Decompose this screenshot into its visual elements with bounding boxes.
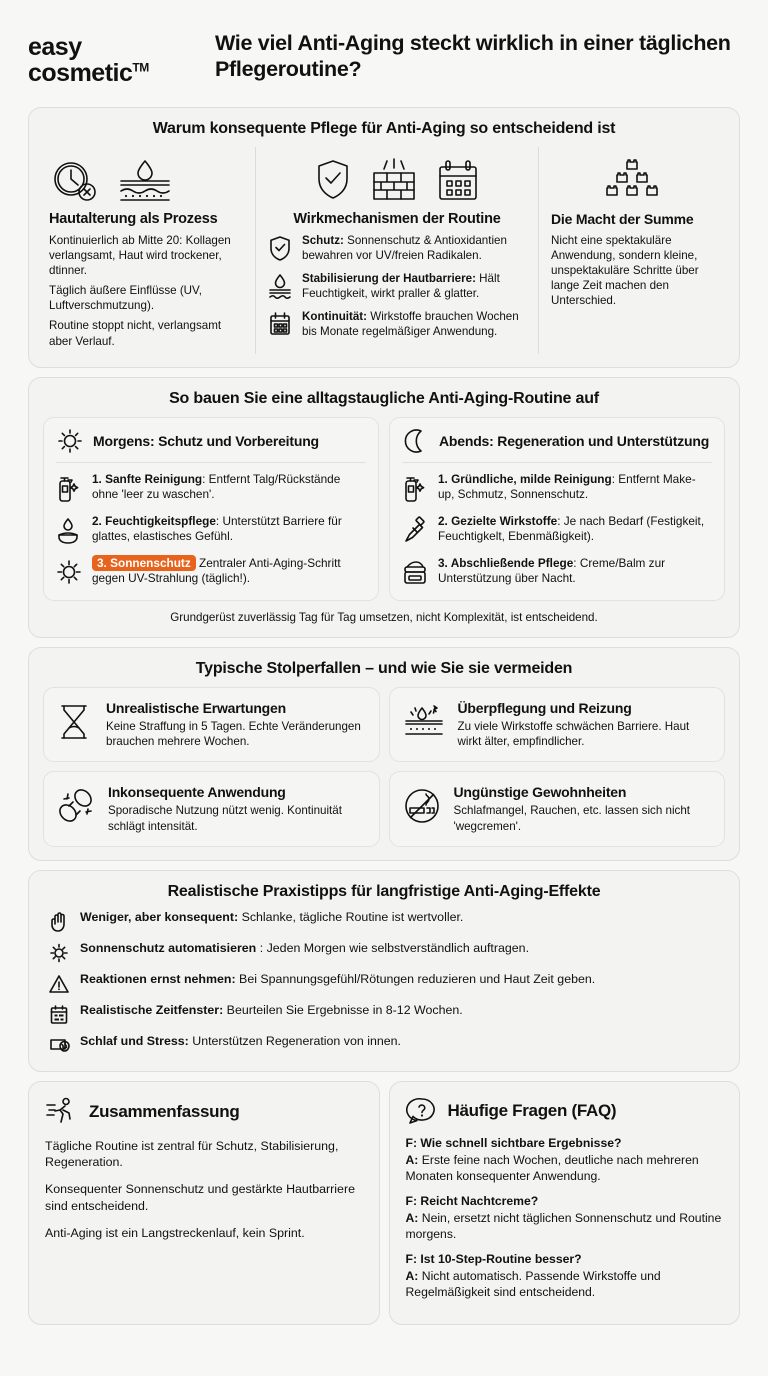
routine-step-text — [438, 556, 712, 587]
step-body: : Entfernt Make-up, Schmutz, Sonnenschutz. — [438, 471, 696, 502]
routine-step-text — [92, 472, 366, 503]
evening-heading: Abends: Regeneration und Unterstützung — [439, 432, 710, 449]
tip-item — [43, 972, 725, 995]
brand-line-2: cosmetic — [28, 59, 133, 88]
column1-paragraph-2: Täglich äußere Einflüsse (UV, Luftverschmutzung). — [49, 284, 202, 313]
tip-label: Reaktionen ernst nehmen: — [80, 971, 236, 986]
faq-answer-label: A: — [405, 1268, 419, 1283]
brand-logo — [28, 28, 193, 87]
step-label: Gezielte Wirkstoffe — [451, 513, 558, 528]
hand-icon — [49, 910, 71, 933]
calendar-icon — [268, 309, 294, 337]
tip-text — [80, 1003, 463, 1019]
routine-step — [56, 514, 366, 546]
divider — [56, 462, 366, 463]
mechanism-label: Schutz: — [302, 233, 344, 247]
faq-card — [389, 1081, 741, 1325]
cleanser-bottle-icon — [56, 472, 82, 504]
tip-label: Sonnenschutz automatisieren — [80, 940, 257, 955]
mechanism-body: Hält Feuchtigkeit, wirkt praller & glatter. — [302, 271, 500, 300]
header — [28, 0, 740, 107]
pitfall-card — [43, 771, 380, 846]
page-title: Wie viel Anti-Aging steckt wirklich in einer täglichen Pflegeroutine? — [215, 31, 731, 82]
column3-heading: Die Macht der Summe — [551, 210, 694, 227]
pitfall-heading: Unrealistische Erwartungen — [106, 699, 286, 716]
shield-check-icon — [268, 233, 294, 261]
faq-answer-body: Nein, ersetzt nicht täglichen Sonnenschutz und Routine morgens. — [405, 1210, 722, 1241]
routine-step-text — [92, 556, 366, 587]
pitfall-card — [389, 687, 726, 762]
sun-icon — [56, 428, 84, 454]
step-body: : Unterstützt Barriere für glattes, elastisches Gefühl. — [92, 513, 342, 544]
shield-check-icon — [312, 157, 354, 203]
mechanism-text — [302, 309, 526, 339]
question-bubble-icon — [406, 1096, 438, 1126]
sun-icon — [49, 941, 71, 964]
tip-body: Bei Spannungsgefühl/Rötungen reduzieren und Haut Zeit geben. — [235, 971, 596, 986]
section-build-routine — [28, 377, 740, 638]
routine-step-text — [438, 472, 712, 503]
calendar-icon — [434, 157, 482, 203]
warning-triangle-icon — [49, 972, 71, 995]
routine-step-text — [92, 514, 366, 545]
step-number: 1. — [92, 471, 106, 486]
mechanism-body: Wirkstoffe brauchen Wochen bis Monate regelmäßiger Anwendung. — [302, 309, 519, 338]
column3-paragraph-1: Nicht eine spektakuläre Anwendung, sondern kleine, unspektakuläre Schritte über lange Zeit machen den Unterschied. — [551, 233, 699, 308]
pitfall-text: Keine Straffung in 5 Tagen. Echte Veränderungen brauchen mehrere Wochen. — [106, 719, 361, 749]
routine-step — [402, 514, 712, 546]
tip-body: Unterstützen Regeneration von innen. — [188, 1033, 401, 1048]
tip-body: Beurteilen Sie Ergebnisse in 8-12 Wochen. — [223, 1002, 463, 1017]
section-pitfalls — [28, 647, 740, 861]
cream-tube-icon — [402, 556, 428, 586]
hourglass-icon — [56, 700, 94, 742]
broken-chain-icon — [56, 784, 96, 826]
faq-answer — [406, 1268, 724, 1300]
step-label: Sanfte Reinigung — [105, 471, 203, 486]
tip-body: Schlanke, tägliche Routine ist wertvoller. — [238, 909, 464, 924]
stacked-bricks-icon — [600, 153, 664, 203]
column1-paragraph-3: Routine stoppt nicht, verlangsamt aber Verlauf. — [49, 319, 222, 348]
tip-text — [80, 941, 529, 957]
moisturizer-jar-icon — [56, 514, 82, 546]
skin-hydration-icon — [115, 157, 175, 203]
tip-text — [80, 1034, 401, 1050]
divider — [402, 462, 712, 463]
faq-answer-body: Nicht automatisch. Passende Wirkstoffe und Regelmäßigkeit sind entscheidend. — [405, 1268, 661, 1299]
tip-item — [43, 941, 725, 964]
faq-answer-body: Erste feine nach Wochen, deutliche nach mehreren Monaten konsequenter Anwendung. — [405, 1152, 699, 1183]
section-why-consistent-care — [28, 107, 740, 368]
step-number: 2. — [92, 513, 106, 528]
mechanism-text — [302, 271, 526, 301]
evening-routine-card — [389, 417, 725, 601]
moon-icon — [402, 428, 430, 454]
section-summary-faq — [28, 1081, 740, 1325]
brand-line-1: easy — [28, 33, 82, 61]
summary-paragraph: Anti-Aging ist ein Langstreckenlauf, kein Sprint. — [45, 1226, 305, 1241]
column-mechanisms — [255, 147, 539, 354]
tip-text — [80, 972, 595, 988]
column2-heading: Wirkmechanismen der Routine — [293, 210, 501, 227]
pitfall-text: Sporadische Nutzung nützt wenig. Kontinuität schlägt intensität. — [108, 804, 342, 833]
faq-question: F: Reicht Nachtcreme? — [405, 1193, 539, 1208]
tip-item — [43, 910, 725, 933]
trademark-symbol: TM — [132, 60, 149, 75]
brick-wall-icon — [368, 157, 420, 203]
pitfall-card — [43, 687, 380, 762]
faq-answer — [406, 1210, 724, 1242]
routine-step — [402, 472, 712, 504]
column1-paragraph-1: Kontinuierlich ab Mitte 20: Kollagen verlangsamt, Haut wird trockener, dtinner. — [49, 233, 231, 277]
tip-label: Schlaf und Stress: — [80, 1033, 189, 1048]
routine-step — [402, 556, 712, 587]
summary-paragraph: Konsequenter Sonnenschutz und gestärkte Hautbarriere sind entscheidend. — [45, 1182, 355, 1213]
step-body: Zentraler Anti-Aging-Schritt gegen UV-Strahlung (täglich!). — [92, 555, 341, 586]
step-label: Feuchtigkeitspflege — [105, 513, 216, 528]
tip-item — [43, 1003, 725, 1026]
irritated-skin-icon — [402, 700, 446, 742]
summary-card — [28, 1081, 380, 1325]
faq-answer-label: A: — [405, 1210, 419, 1225]
pitfall-text: Zu viele Wirkstoffe schwächen Barriere. Haut wirkt älter, empfindlicher. — [457, 719, 690, 749]
section2-title: So bauen Sie eine alltagstaugliche Anti-Aging-Routine auf — [169, 389, 599, 407]
step-label: Abschließende Pflege — [450, 555, 574, 570]
no-smoking-icon — [402, 784, 442, 826]
step-body: : Je nach Bedarf (Festigkeit, Feuchtigkelt, Ebenmäßigkeit). — [438, 513, 705, 544]
step-label: Sonnenschutz — [110, 555, 191, 570]
summary-title: Zusammenfassung — [89, 1101, 240, 1121]
morning-heading: Morgens: Schutz und Vorbereitung — [93, 432, 319, 449]
routine-step — [56, 472, 366, 504]
sleep-brain-icon — [49, 1034, 71, 1057]
step-body: : Entfernt Talg/Rückstände ohne 'leer zu waschen'. — [92, 471, 341, 502]
mechanism-label: Stabilisierung der Hautbarriere: — [302, 271, 476, 285]
morning-routine-card — [43, 417, 379, 601]
step-number: 3. — [438, 555, 451, 570]
calendar-icon — [49, 1003, 71, 1026]
mechanism-item — [268, 233, 526, 263]
tip-label: Weniger, aber konsequent: — [80, 909, 239, 924]
mechanism-body: Sonnenschutz & Antioxidantien bewahren vor UV/freien Radikalen. — [302, 233, 507, 262]
faq-question: F: Ist 10-Step-Routine besser? — [405, 1251, 582, 1266]
runner-icon — [45, 1096, 79, 1128]
faq-answer-label: A: — [405, 1152, 419, 1167]
skin-barrier-icon — [268, 271, 294, 299]
mechanism-item — [268, 271, 526, 301]
section1-title: Warum konsequente Pflege für Anti-Aging so entscheidend ist — [152, 119, 616, 137]
section-practical-tips — [28, 870, 740, 1072]
cleanser-bottle-icon — [402, 472, 428, 504]
step-number: 2. — [438, 513, 452, 528]
column-skin-aging — [43, 147, 255, 354]
tip-item — [43, 1034, 725, 1057]
pitfall-card — [389, 771, 726, 846]
step-number: 3. — [97, 555, 111, 570]
tip-text — [80, 910, 463, 926]
sun-icon — [56, 556, 82, 586]
sunscreen-highlight — [92, 555, 196, 571]
pitfall-text: Schlafmangel, Rauchen, etc. lassen sich nicht 'wegcremen'. — [453, 804, 691, 833]
section2-footnote: Grundgerüst zuverlässig Tag für Tag umsetzen, nicht Komplexität, ist entscheidend. — [170, 610, 598, 624]
step-label: Gründliche, milde Reinigung — [451, 471, 612, 486]
mechanism-label: Kontinuität: — [302, 309, 368, 323]
section3-title: Typische Stolperfallen – und wie Sie sie vermeiden — [195, 659, 573, 677]
step-body: : Creme/Balm zur Unterstützung über Nacht. — [438, 555, 666, 586]
column1-heading: Hautalterung als Prozess — [49, 210, 218, 227]
pitfall-heading: Ungünstige Gewohnheiten — [453, 784, 627, 801]
column-power-of-sum — [539, 147, 725, 354]
mechanism-item — [268, 309, 526, 339]
summary-paragraph: Tägliche Routine ist zentral für Schutz, Stabilisierung, Regeneration. — [45, 1138, 339, 1170]
tip-label: Realistische Zeitfenster: — [80, 1002, 224, 1017]
mechanism-text — [302, 233, 526, 263]
routine-step-sunscreen — [56, 556, 366, 587]
faq-title: Häufige Fragen (FAQ) — [447, 1100, 617, 1120]
section4-title: Realistische Praxistipps für langfristige Anti-Aging-Effekte — [167, 882, 601, 900]
faq-answer — [406, 1152, 724, 1184]
serum-dropper-icon — [402, 514, 428, 546]
tip-body: : Jeden Morgen wie selbstverständlich auftragen. — [256, 940, 530, 955]
routine-step-text — [438, 514, 712, 545]
clock-no-icon — [49, 159, 101, 203]
faq-question: F: Wie schnell sichtbare Ergebnisse? — [405, 1135, 622, 1150]
pitfall-heading: Überpflegung und Reizung — [457, 699, 632, 716]
pitfall-heading: Inkonsequente Anwendung — [108, 784, 286, 801]
step-number: 1. — [438, 471, 452, 486]
